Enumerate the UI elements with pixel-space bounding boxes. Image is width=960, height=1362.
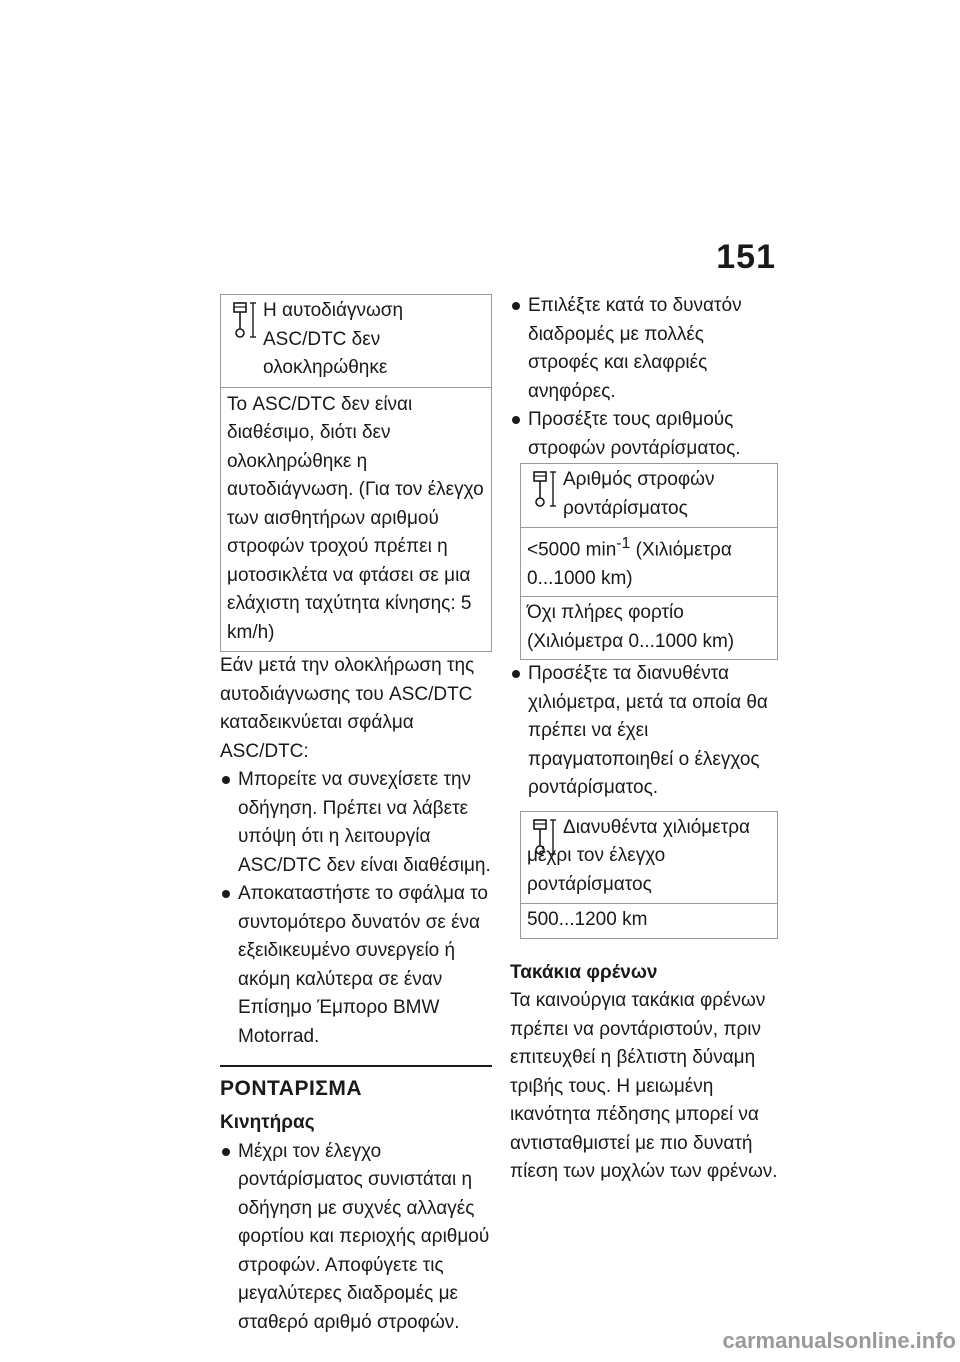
list-item: Μέχρι τον έλεγχο ροντάρίσματος συνιστάται η οδήγηση με συχνές αλλαγές φορτίου και περιοχής αριθμού στροφών. Αποφύγετε τις μεγαλύτερες διαδρομές με σταθερό αριθμό στροφών. [220,1138,492,1338]
list-item: Προσέξτε τα διανυθέντα χιλιόμετρα, μετά τα οποία θα πρέπει να έχει πραγματοποιηθεί ο έλεγχος ροντάρίσματος. [510,660,778,803]
rpm-exponent: -1 [616,535,631,552]
note-header [521,464,777,528]
paragraph-asc-dtc-error: Εάν μετά την ολοκλήρωση της αυτοδιάγνωσης του ASC/DTC καταδεικνύεται σφάλμα ASC/DTC: [220,655,475,762]
footer-watermark: carmanualsonline.info [722,1328,956,1353]
note-row: 500...1200 km [527,909,648,931]
subsection-title-engine: Κινητήρας [220,1112,315,1133]
note-box-asc-dtc [220,294,492,652]
note-header [521,812,777,905]
rpm-value: <5000 min [527,539,617,561]
note-box-break-in-rpm [520,463,778,660]
bullet-list-asc-dtc [220,766,492,1051]
rpm-range: (Χιλιόμετρα 0...1000 km) [527,539,732,589]
bullet-list-mileage [510,660,778,803]
left-column [220,294,492,1337]
note-box-break-in-mileage [520,811,778,939]
bullet-list-routes [510,292,778,463]
note-heading: Αριθμός στροφών ροντάρίσματος [563,469,715,519]
paragraph-brake-pads: Τα καινούργια τακάκια φρένων πρέπει να ροντάριστούν, πριν επιτευχθεί η βέλτιστη δύναμη τριβής τους. Η μειωμένη ικανότητα πέδησης μπορεί να αντισταθμιστεί με πιο δυνατή πίεση των μοχλών των φρένων. [510,990,778,1183]
page-number: 151 [716,238,776,276]
list-item: Αποκαταστήστε το σφάλμα το συντομότερο δυνατόν σε ένα εξειδικευμένο συνεργείο ή ακόμη καλύτερα σε έναν Επίσημο Έμπορο BMW Motorrad. [220,880,492,1051]
note-body: Το ASC/DTC δεν είναι διαθέσιμο, διότι δεν ολοκληρώθηκε η αυτοδιάγνωση. (Για τον έλεγχο των αισθητήρων αριθμού στροφών τροχού πρέπει η μοτοσικλέτα να φτάσει σε μια ελάχιστη ταχύτητα κίνησης: 5 km/h) [227,393,484,643]
list-item: Επιλέξτε κατά το δυνατόν διαδρομές με πολλές στροφές και ελαφριές ανηφόρες. [510,292,778,406]
note-row: Όχι πλήρες φορτίο (Χιλιόμετρα 0...1000 km) [527,602,735,652]
piston-icon [531,818,559,856]
list-item: Προσέξτε τους αριθμούς στροφών ροντάρίσματος. [510,406,778,463]
list-item: Μπορείτε να συνεχίσετε την οδήγηση. Πρέπει να λάβετε υπόψη ότι η λειτουργία ASC/DTC δεν είναι διαθέσιμη. [220,766,492,880]
subsection-title-brake-pads: Τακάκια φρένων [510,961,658,983]
note-header [221,295,491,388]
section-title: ΡΟΝΤΑΡΙΣΜΑ [220,1065,492,1103]
piston-icon [531,470,559,508]
note-heading: Η αυτοδιάγνωση ASC/DTC δεν ολοκληρώθηκε [263,300,404,378]
note-row [521,528,777,597]
piston-icon [231,301,259,339]
bullet-list-engine [220,1138,492,1338]
right-column [510,292,778,1187]
note-heading: Διανυθέντα χιλιόμετρα μέχρι τον έλεγχο ροντάρίσματος [527,816,751,895]
